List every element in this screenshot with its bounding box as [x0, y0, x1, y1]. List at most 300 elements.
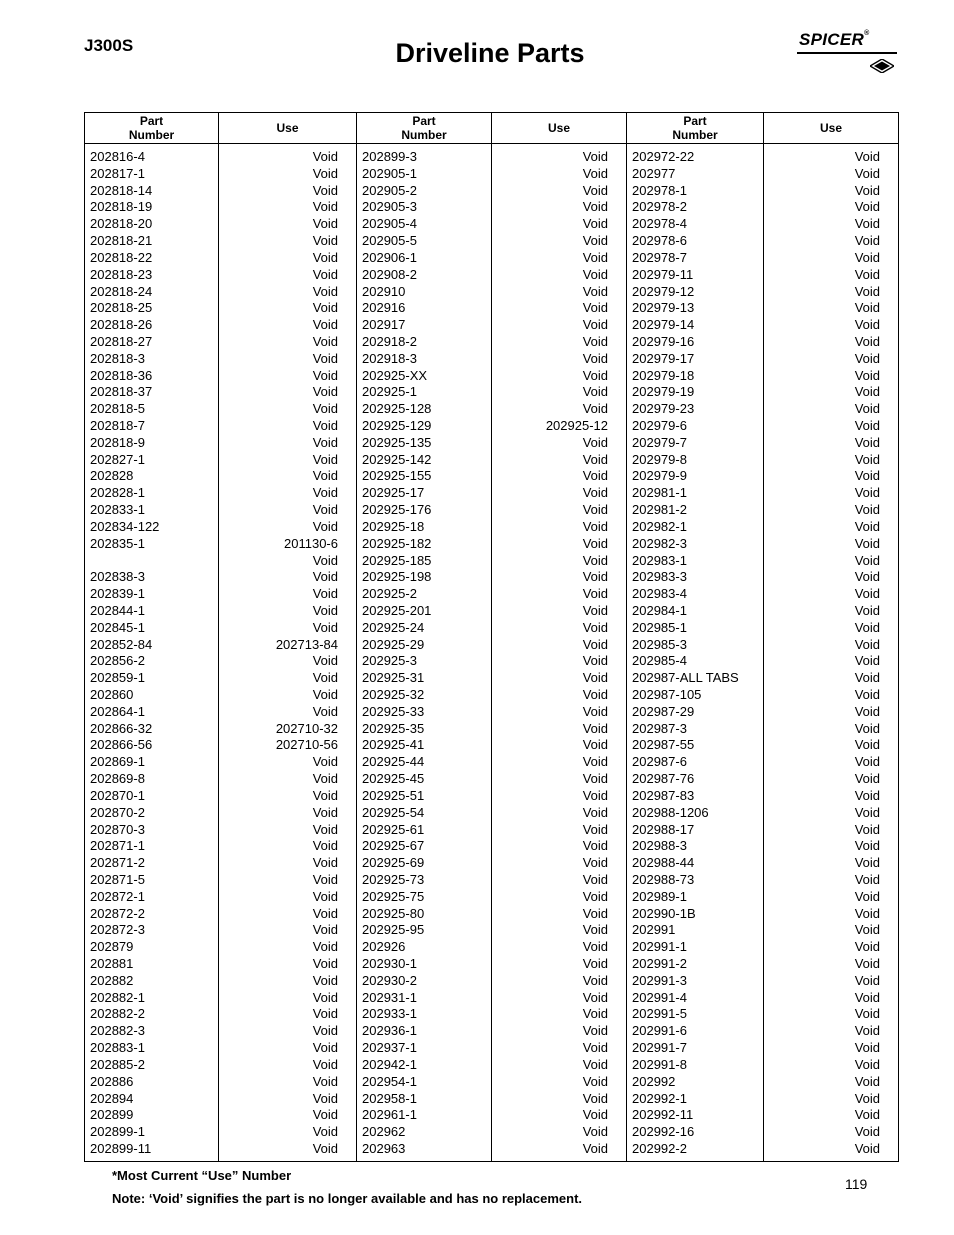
use-cell: Void [582, 771, 608, 787]
part-number-cell: 202992 [632, 1073, 676, 1089]
use-cell: Void [582, 569, 608, 585]
use-cell: Void [312, 602, 338, 618]
use-cell: Void [312, 939, 338, 955]
part-number-cell: 202925-18 [362, 518, 425, 534]
use-cell: 202710-32 [275, 720, 338, 736]
part-number-cell: 202845-1 [90, 619, 145, 635]
use-cell: Void [854, 602, 880, 618]
part-number-cell: 202979-16 [632, 333, 695, 349]
use-cell: Void [854, 418, 880, 433]
part-number-cell: 202879 [90, 939, 134, 955]
part-number-cell: 202925-142 [362, 451, 432, 467]
use-cell: Void [582, 602, 608, 618]
header-use: Use [492, 113, 627, 144]
part-number-cell: 202899-3 [362, 149, 417, 164]
use-cell: Void [854, 787, 880, 803]
part-number-cell: 202925-35 [362, 720, 425, 736]
use-cell: Void [312, 956, 338, 971]
part-number-cell: 202866-32 [90, 720, 153, 736]
use-column [492, 144, 627, 1162]
use-cell: Void [582, 384, 608, 400]
use-cell: Void [582, 1040, 608, 1056]
part-number-cell: 202882-2 [90, 1006, 145, 1022]
part-number-cell: 202818-26 [90, 317, 153, 333]
use-cell: Void [582, 367, 608, 383]
use-cell: Void [582, 888, 608, 904]
use-cell: Void [312, 434, 338, 450]
use-cell: Void [582, 182, 608, 198]
use-cell: Void [582, 451, 608, 467]
use-column [219, 144, 357, 1162]
use-cell: Void [854, 468, 880, 484]
use-cell: Void [312, 1040, 338, 1056]
footnote-current-use: *Most Current “Use” Number [112, 1168, 292, 1183]
use-cell: Void [312, 871, 338, 887]
dana-diamond-icon [870, 59, 894, 73]
part-number-cell: 202983-4 [632, 586, 687, 602]
use-cell: Void [582, 199, 608, 215]
part-number-cell: 202925-176 [362, 502, 432, 518]
part-number-cell: 202818-36 [90, 367, 153, 383]
part-number-cell: 202978-2 [632, 199, 687, 215]
use-cell: Void [312, 367, 338, 383]
part-number-column [85, 144, 219, 1162]
header-part-number: Part Number [85, 113, 219, 144]
part-number-cell: 202978-4 [632, 216, 687, 232]
part-number-cell: 202834-122 [90, 518, 160, 534]
use-cell: 202713-84 [275, 636, 338, 652]
part-number-cell: 202987-55 [632, 737, 695, 753]
part-number-cell: 202925-2 [362, 586, 417, 602]
use-cell: Void [854, 989, 880, 1005]
part-number-cell: 202818-23 [90, 266, 153, 282]
part-number-cell: 202870-1 [90, 787, 145, 803]
part-number-cell: 202918-3 [362, 350, 417, 366]
use-cell: Void [854, 972, 880, 988]
part-number-cell: 202982-3 [632, 535, 687, 551]
use-cell: Void [312, 165, 338, 181]
part-number-cell: 202894 [90, 1090, 134, 1106]
use-cell: Void [312, 485, 338, 501]
part-number-cell: 202882 [90, 972, 134, 988]
part-number-cell: 202925-67 [362, 838, 425, 854]
use-cell: Void [582, 922, 608, 938]
use-cell: Void [582, 972, 608, 988]
use-cell: Void [854, 434, 880, 450]
part-number-cell: 202859-1 [90, 670, 145, 686]
use-cell: Void [312, 1090, 338, 1106]
use-cell: Void [582, 871, 608, 887]
use-cell: Void [582, 1090, 608, 1106]
use-cell: Void [312, 1124, 338, 1140]
part-number-cell: 202818-27 [90, 333, 153, 349]
part-number-cell: 202916 [362, 300, 406, 316]
part-number-cell: 202925-17 [362, 485, 425, 501]
part-number-cell: 202906-1 [362, 249, 417, 265]
part-number-cell: 202987-29 [632, 703, 695, 719]
part-number-cell: 202963 [362, 1140, 406, 1156]
part-number-cell: 202885-2 [90, 1056, 145, 1072]
logo-wordmark: SPICER® [799, 30, 870, 49]
part-number-cell: 202905-3 [362, 199, 417, 215]
use-cell: Void [312, 451, 338, 467]
use-cell: Void [854, 367, 880, 383]
part-number-cell: 202925-31 [362, 670, 425, 686]
part-number-cell: 202925-128 [362, 401, 432, 417]
use-cell: Void [582, 535, 608, 551]
part-number-cell: 202991-4 [632, 989, 687, 1005]
part-number-cell: 202899 [90, 1107, 134, 1123]
use-cell: Void [854, 1073, 880, 1089]
part-number-cell: 202937-1 [362, 1040, 417, 1056]
part-number-cell: 202988-17 [632, 821, 695, 837]
part-number-cell: 202818-37 [90, 384, 153, 400]
part-number-column [357, 144, 492, 1162]
part-number-cell: 202985-4 [632, 653, 687, 669]
part-number-cell: 202925-129 [362, 418, 432, 433]
part-number-cell: 202978-7 [632, 249, 687, 265]
use-cell: Void [854, 1107, 880, 1123]
part-number-cell: 202981-2 [632, 502, 687, 518]
part-number-cell: 202818-9 [90, 434, 145, 450]
use-cell: Void [854, 838, 880, 854]
use-cell: Void [854, 502, 880, 518]
part-number-cell: 202818-25 [90, 300, 153, 316]
part-number-cell: 202992-1 [632, 1090, 687, 1106]
part-number-cell: 202979-17 [632, 350, 695, 366]
part-number-cell: 202925-95 [362, 922, 425, 938]
part-number-cell: 202983-1 [632, 552, 687, 568]
use-cell: Void [854, 199, 880, 215]
use-cell: Void [854, 653, 880, 669]
part-number-cell: 202905-2 [362, 182, 417, 198]
use-cell: Void [312, 804, 338, 820]
use-cell: Void [582, 468, 608, 484]
use-cell: Void [854, 569, 880, 585]
part-number-cell: 202882-1 [90, 989, 145, 1005]
part-number-cell: 202844-1 [90, 602, 145, 618]
part-number-cell: 202991-8 [632, 1056, 687, 1072]
use-cell: Void [312, 199, 338, 215]
use-column [764, 144, 899, 1162]
part-number-cell: 202991 [632, 922, 676, 938]
use-cell: Void [582, 905, 608, 921]
part-number-cell: 202908-2 [362, 266, 417, 282]
part-number-cell: 202942-1 [362, 1056, 417, 1072]
part-number-cell: 202852-84 [90, 636, 153, 652]
part-number-cell: 202905-5 [362, 233, 417, 249]
use-cell: Void [312, 703, 338, 719]
use-cell: Void [582, 787, 608, 803]
document-code: J300S [84, 36, 134, 55]
part-number-cell: 202918-2 [362, 333, 417, 349]
part-number-cell: 202899-11 [90, 1140, 152, 1156]
use-cell: Void [854, 283, 880, 299]
part-number-cell: 202883-1 [90, 1040, 145, 1056]
use-cell: Void [312, 182, 338, 198]
use-cell: Void [312, 855, 338, 871]
part-number-cell: 202870-2 [90, 804, 145, 820]
header-part-number: Part Number [627, 113, 764, 144]
use-cell: Void [582, 283, 608, 299]
use-cell: Void [582, 266, 608, 282]
part-number-cell: 202979-7 [632, 434, 687, 450]
use-cell: Void [312, 233, 338, 249]
use-cell: Void [854, 754, 880, 770]
part-number-cell: 202818-14 [90, 182, 153, 198]
page-number: 119 [845, 1176, 868, 1192]
use-cell: Void [582, 636, 608, 652]
use-cell: 202925-12 [545, 418, 608, 433]
part-number-cell: 202987-76 [632, 771, 695, 787]
part-number-cell: 202987-ALL TABS [632, 670, 739, 686]
use-cell: Void [312, 787, 338, 803]
use-cell: Void [854, 737, 880, 753]
use-cell: Void [854, 485, 880, 501]
part-number-cell: 202910 [362, 283, 406, 299]
part-number-cell: 202818-21 [90, 233, 153, 249]
use-cell: Void [582, 149, 608, 164]
part-number-cell: 202818-5 [90, 401, 145, 417]
use-cell: Void [312, 283, 338, 299]
use-cell: Void [854, 216, 880, 232]
use-cell: Void [854, 771, 880, 787]
use-cell: Void [582, 838, 608, 854]
part-number-cell: 202925-185 [362, 552, 432, 568]
use-cell: Void [312, 401, 338, 417]
use-cell: Void [312, 972, 338, 988]
use-cell: Void [582, 165, 608, 181]
part-number-cell: 202838-3 [90, 569, 145, 585]
use-cell: Void [582, 586, 608, 602]
part-number-cell: 202872-3 [90, 922, 145, 938]
part-number-cell: 202990-1B [632, 905, 696, 921]
part-number-cell: 202930-2 [362, 972, 417, 988]
use-cell: Void [312, 653, 338, 669]
part-number-cell: 202991-3 [632, 972, 687, 988]
part-number-cell: 202872-1 [90, 888, 145, 904]
use-cell: Void [312, 905, 338, 921]
part-number-cell: 202881 [90, 956, 134, 971]
part-number-cell: 202992-16 [632, 1124, 695, 1140]
use-cell: Void [582, 434, 608, 450]
part-number-cell: 202987-83 [632, 787, 695, 803]
use-cell: Void [854, 1040, 880, 1056]
use-cell: Void [312, 771, 338, 787]
use-cell: Void [854, 401, 880, 417]
header-part-number: Part Number [357, 113, 492, 144]
use-cell: Void [854, 1140, 880, 1156]
part-number-cell: 202931-1 [362, 989, 417, 1005]
use-cell: Void [582, 249, 608, 265]
part-number-cell: 202972-22 [632, 149, 695, 164]
use-cell: Void [854, 888, 880, 904]
header-use: Use [219, 113, 357, 144]
part-number-cell: 202979-23 [632, 401, 695, 417]
use-cell: Void [854, 1090, 880, 1106]
part-number-cell: 202925-45 [362, 771, 425, 787]
use-cell: Void [582, 653, 608, 669]
use-cell: Void [312, 502, 338, 518]
use-cell: Void [854, 350, 880, 366]
use-cell: Void [312, 989, 338, 1005]
use-cell: Void [312, 619, 338, 635]
part-number-cell: 202925-3 [362, 653, 417, 669]
part-number-cell: 202925-24 [362, 619, 425, 635]
use-cell: Void [312, 149, 338, 164]
use-cell: Void [582, 1006, 608, 1022]
use-cell: Void [312, 1107, 338, 1123]
part-number-cell: 202856-2 [90, 653, 145, 669]
use-cell: Void [582, 956, 608, 971]
use-cell: Void [582, 754, 608, 770]
use-cell: Void [582, 401, 608, 417]
use-cell: Void [854, 855, 880, 871]
use-cell: Void [854, 535, 880, 551]
use-cell: Void [854, 182, 880, 198]
part-number-cell: 202979-19 [632, 384, 695, 400]
use-cell: Void [582, 720, 608, 736]
use-cell: Void [312, 888, 338, 904]
part-number-cell: 202925-135 [362, 434, 432, 450]
part-number-cell: 202818-19 [90, 199, 153, 215]
part-number-cell: 202983-3 [632, 569, 687, 585]
part-number-cell: 202899-1 [90, 1124, 145, 1140]
use-cell: Void [312, 922, 338, 938]
use-cell: 201130-6 [284, 535, 338, 551]
part-number-cell: 202979-9 [632, 468, 687, 484]
part-number-cell: 202905-4 [362, 216, 417, 232]
part-number-cell: 202987-105 [632, 687, 702, 702]
use-cell: Void [582, 485, 608, 501]
part-number-cell: 202958-1 [362, 1090, 417, 1106]
use-cell: Void [854, 333, 880, 349]
part-number-cell: 202925-XX [362, 367, 428, 383]
use-cell: Void [854, 939, 880, 955]
use-cell: Void [312, 670, 338, 686]
part-number-cell: 202987-6 [632, 754, 687, 770]
part-number-cell: 202930-1 [362, 956, 417, 971]
part-number-cell: 202925-1 [362, 384, 417, 400]
part-number-cell: 202962 [362, 1124, 406, 1140]
use-cell: Void [854, 1023, 880, 1039]
part-number-cell: 202925-61 [362, 821, 425, 837]
footnote-void: Note: ‘Void’ signifies the part is no longer available and has no replacement. [112, 1191, 583, 1206]
use-cell: Void [582, 233, 608, 249]
use-cell: Void [312, 266, 338, 282]
use-cell: Void [854, 619, 880, 635]
part-number-cell: 202926 [362, 939, 406, 955]
part-number-cell: 202833-1 [90, 502, 145, 518]
use-cell: Void [582, 333, 608, 349]
part-number-cell: 202818-20 [90, 216, 153, 232]
part-number-cell: 202860 [90, 687, 134, 702]
part-number-cell: 202992-2 [632, 1140, 687, 1156]
part-number-cell: 202978-1 [632, 182, 687, 198]
use-cell: Void [854, 720, 880, 736]
use-cell: Void [854, 518, 880, 534]
part-number-cell: 202991-5 [632, 1006, 687, 1022]
table-header-row [85, 113, 899, 144]
part-number-cell: 202869-8 [90, 771, 145, 787]
part-number-cell: 202839-1 [90, 586, 145, 602]
use-cell: Void [312, 687, 338, 702]
use-cell: Void [582, 855, 608, 871]
use-cell: Void [854, 871, 880, 887]
use-cell: Void [582, 350, 608, 366]
part-number-cell: 202828 [90, 468, 134, 484]
part-number-cell: 202871-1 [90, 838, 145, 854]
part-number-cell: 202925-41 [362, 737, 425, 753]
use-cell: Void [582, 619, 608, 635]
use-cell: Void [854, 905, 880, 921]
spicer-logo [797, 30, 901, 78]
part-number-cell: 202979-8 [632, 451, 687, 467]
part-number-cell: 202866-56 [90, 737, 153, 753]
part-number-cell: 202818-22 [90, 249, 153, 265]
use-cell: Void [854, 300, 880, 316]
part-number-cell: 202925-44 [362, 754, 425, 770]
part-number-cell: 202979-6 [632, 418, 687, 433]
use-cell: Void [312, 317, 338, 333]
use-cell: Void [312, 216, 338, 232]
use-cell: 202710-56 [275, 737, 338, 753]
use-cell: Void [312, 552, 338, 568]
use-cell: Void [854, 266, 880, 282]
use-cell: Void [854, 149, 880, 164]
part-number-cell: 202925-32 [362, 687, 425, 702]
use-cell: Void [854, 586, 880, 602]
header-use: Use [764, 113, 899, 144]
part-number-cell: 202925-33 [362, 703, 425, 719]
part-number-cell: 202869-1 [90, 754, 145, 770]
use-cell: Void [582, 1023, 608, 1039]
use-cell: Void [582, 703, 608, 719]
use-cell: Void [312, 249, 338, 265]
use-cell: Void [582, 1073, 608, 1089]
part-number-cell: 202871-5 [90, 871, 145, 887]
use-cell: Void [854, 317, 880, 333]
part-number-cell: 202984-1 [632, 602, 687, 618]
use-cell: Void [312, 418, 338, 433]
use-cell: Void [312, 1073, 338, 1089]
use-cell: Void [312, 838, 338, 854]
use-cell: Void [582, 1140, 608, 1156]
part-number-cell: 202828-1 [90, 485, 145, 501]
use-cell: Void [582, 989, 608, 1005]
part-number-cell: 202988-1206 [632, 804, 709, 820]
part-number-cell: 202954-1 [362, 1073, 417, 1089]
use-cell: Void [312, 821, 338, 837]
part-number-cell: 202925-198 [362, 569, 432, 585]
part-number-cell: 202991-7 [632, 1040, 687, 1056]
part-number-cell: 202978-6 [632, 233, 687, 249]
part-number-cell: 202816-4 [90, 149, 145, 164]
use-cell: Void [582, 502, 608, 518]
part-number-cell: 202925-201 [362, 602, 432, 618]
use-cell: Void [854, 670, 880, 686]
part-number-cell: 202817-1 [90, 165, 145, 181]
part-number-cell: 202988-73 [632, 871, 695, 887]
part-number-cell: 202961-1 [362, 1107, 417, 1123]
use-cell: Void [312, 1006, 338, 1022]
part-number-cell: 202979-11 [632, 266, 694, 282]
part-number-cell: 202925-182 [362, 535, 432, 551]
part-number-cell: 202925-73 [362, 871, 425, 887]
use-cell: Void [582, 687, 608, 702]
use-cell: Void [854, 249, 880, 265]
part-number-cell: 202925-80 [362, 905, 425, 921]
